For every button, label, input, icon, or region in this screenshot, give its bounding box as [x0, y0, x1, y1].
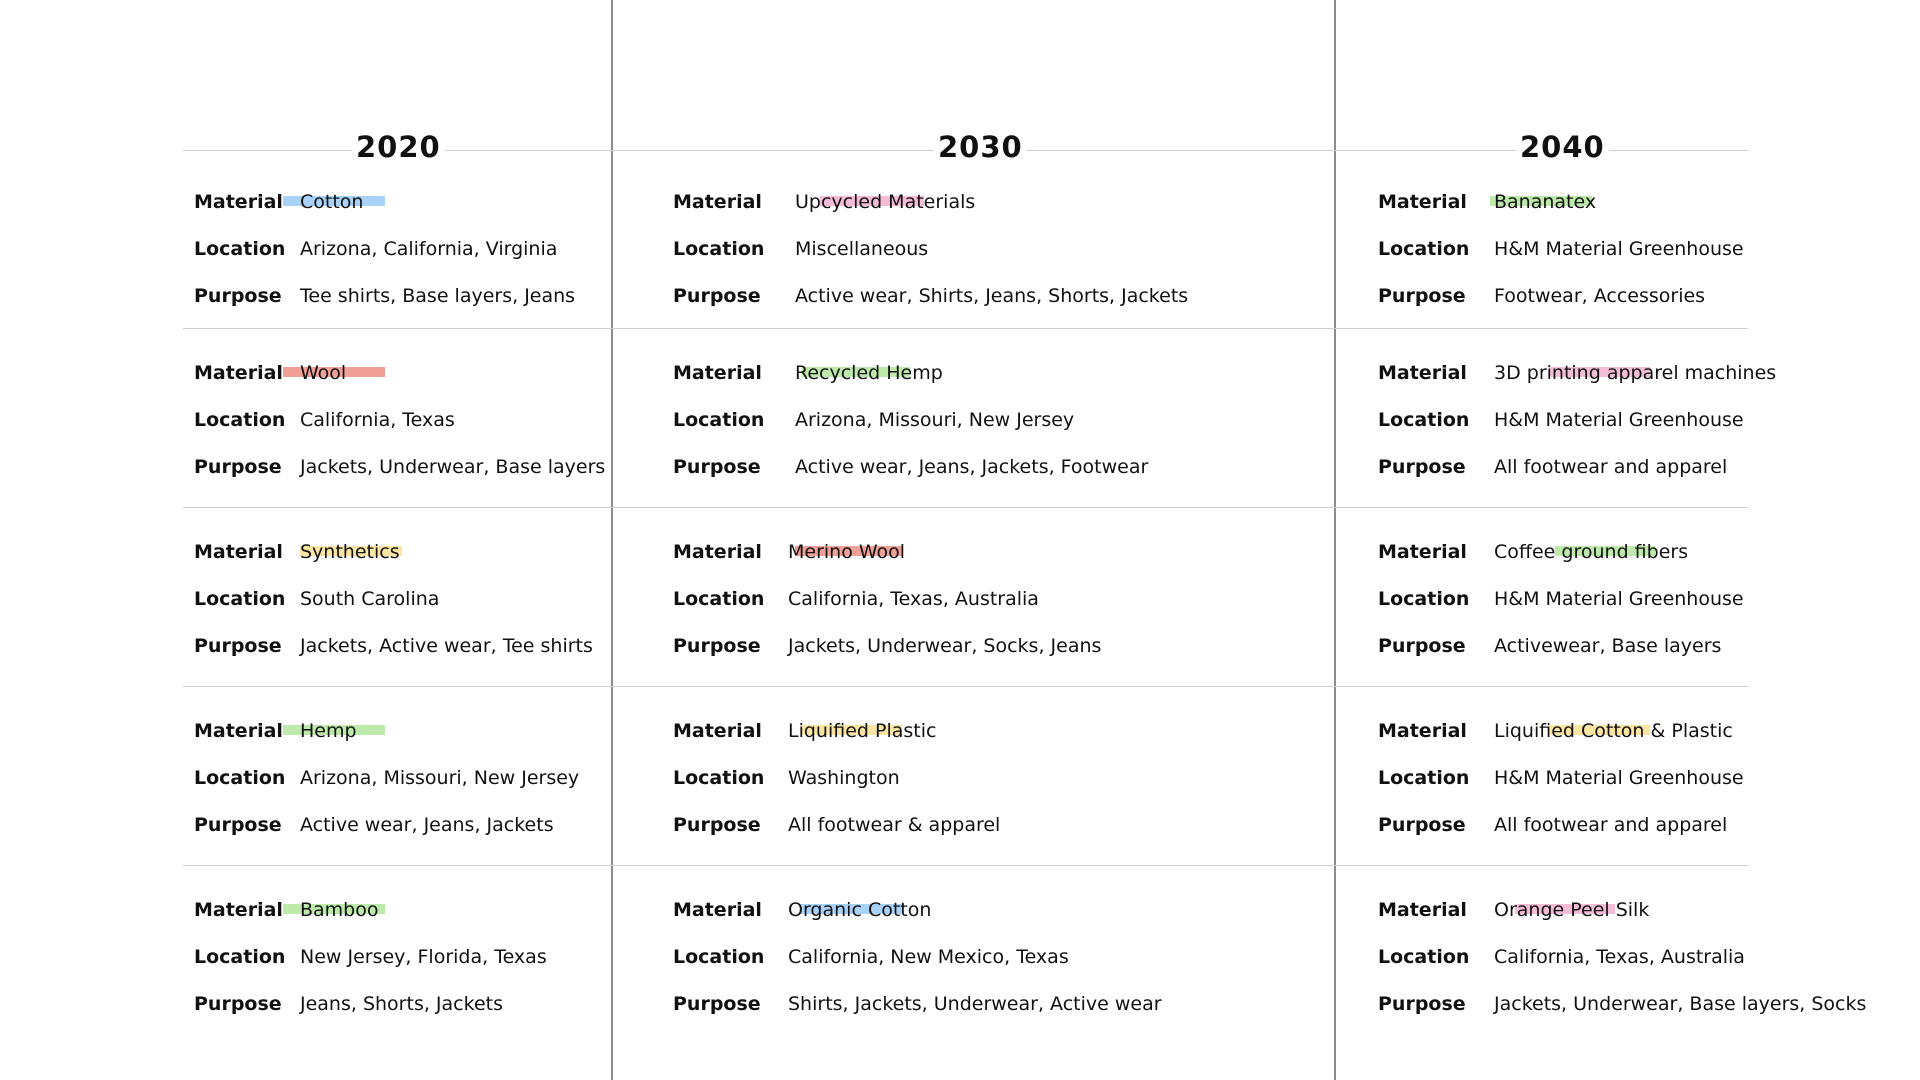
location-label: Location	[194, 238, 286, 260]
row-divider-3	[183, 686, 1748, 687]
material-label: Material	[1378, 191, 1467, 213]
purpose-value: Jeans, Shorts, Jackets	[300, 993, 503, 1015]
purpose-value: Jackets, Underwear, Base layers	[300, 456, 606, 478]
location-value: California, New Mexico, Texas	[788, 946, 1069, 968]
purpose-value: Jackets, Underwear, Base layers, Socks	[1494, 993, 1867, 1015]
location-value: California, Texas	[300, 409, 455, 431]
year-heading-2040: 2040	[1516, 130, 1609, 164]
purpose-label: Purpose	[194, 285, 282, 307]
location-value: H&M Material Greenhouse	[1494, 767, 1744, 789]
location-value: H&M Material Greenhouse	[1494, 409, 1744, 431]
purpose-value: Tee shirts, Base layers, Jeans	[300, 285, 576, 307]
material-value: Merino Wool	[788, 541, 906, 563]
material-value: 3D printing apparel machines	[1494, 362, 1777, 384]
purpose-label: Purpose	[1378, 456, 1466, 478]
purpose-label: Purpose	[673, 285, 761, 307]
material-label: Material	[194, 541, 283, 563]
row-divider-2	[183, 507, 1748, 508]
material-label: Material	[673, 541, 762, 563]
material-label: Material	[673, 191, 762, 213]
location-label: Location	[1378, 588, 1470, 610]
purpose-value: All footwear & apparel	[788, 814, 1001, 836]
material-label: Material	[1378, 720, 1467, 742]
material-label: Material	[673, 720, 762, 742]
purpose-value: Active wear, Jeans, Jackets	[300, 814, 554, 836]
purpose-label: Purpose	[673, 993, 761, 1015]
year-heading-2030: 2030	[934, 130, 1027, 164]
purpose-label: Purpose	[1378, 993, 1466, 1015]
purpose-value: All footwear and apparel	[1494, 814, 1728, 836]
material-value: Bananatex	[1494, 191, 1597, 213]
row-divider-1	[183, 328, 1748, 329]
purpose-label: Purpose	[194, 993, 282, 1015]
column-divider-2	[1334, 0, 1336, 1080]
year-heading-2020: 2020	[352, 130, 445, 164]
location-label: Location	[673, 767, 765, 789]
purpose-value: Shirts, Jackets, Underwear, Active wear	[788, 993, 1162, 1015]
purpose-value: Activewear, Base layers	[1494, 635, 1722, 657]
material-label: Material	[1378, 541, 1467, 563]
purpose-label: Purpose	[673, 814, 761, 836]
purpose-label: Purpose	[1378, 814, 1466, 836]
location-label: Location	[1378, 238, 1470, 260]
purpose-label: Purpose	[673, 456, 761, 478]
location-value: H&M Material Greenhouse	[1494, 588, 1744, 610]
location-value: Arizona, Missouri, New Jersey	[795, 409, 1075, 431]
material-label: Material	[194, 720, 283, 742]
material-label: Material	[194, 362, 283, 384]
material-label: Material	[194, 899, 283, 921]
purpose-label: Purpose	[1378, 635, 1466, 657]
material-value: Wool	[300, 362, 347, 384]
purpose-value: Active wear, Shirts, Jeans, Shorts, Jackets	[795, 285, 1189, 307]
location-label: Location	[673, 588, 765, 610]
material-label: Material	[1378, 899, 1467, 921]
column-divider-1	[611, 0, 613, 1080]
location-value: New Jersey, Florida, Texas	[300, 946, 547, 968]
material-label: Material	[673, 899, 762, 921]
location-value: South Carolina	[300, 588, 440, 610]
purpose-value: Active wear, Jeans, Jackets, Footwear	[795, 456, 1149, 478]
location-value: California, Texas, Australia	[788, 588, 1039, 610]
material-value: Coffee ground fibers	[1494, 541, 1689, 563]
material-value: Organic Cotton	[788, 899, 932, 921]
material-value: Cotton	[300, 191, 364, 213]
row-divider-4	[183, 865, 1748, 866]
location-value: Arizona, California, Virginia	[300, 238, 558, 260]
purpose-label: Purpose	[194, 456, 282, 478]
material-label: Material	[1378, 362, 1467, 384]
material-value: Bamboo	[300, 899, 379, 921]
location-label: Location	[673, 946, 765, 968]
location-label: Location	[194, 946, 286, 968]
location-label: Location	[194, 767, 286, 789]
location-label: Location	[194, 409, 286, 431]
location-label: Location	[1378, 946, 1470, 968]
material-label: Material	[194, 191, 283, 213]
purpose-label: Purpose	[194, 635, 282, 657]
location-value: Arizona, Missouri, New Jersey	[300, 767, 580, 789]
location-label: Location	[673, 409, 765, 431]
material-label: Material	[673, 362, 762, 384]
material-value: Liquified Plastic	[788, 720, 937, 742]
location-value: California, Texas, Australia	[1494, 946, 1745, 968]
purpose-label: Purpose	[1378, 285, 1466, 307]
material-value: Upcycled Materials	[795, 191, 976, 213]
location-label: Location	[1378, 409, 1470, 431]
location-label: Location	[194, 588, 286, 610]
purpose-value: Footwear, Accessories	[1494, 285, 1706, 307]
purpose-value: Jackets, Active wear, Tee shirts	[300, 635, 593, 657]
location-value: H&M Material Greenhouse	[1494, 238, 1744, 260]
location-value: Washington	[788, 767, 900, 789]
material-value: Orange Peel Silk	[1494, 899, 1650, 921]
material-value: Hemp	[300, 720, 357, 742]
material-value: Recycled Hemp	[795, 362, 943, 384]
purpose-label: Purpose	[673, 635, 761, 657]
purpose-value: Jackets, Underwear, Socks, Jeans	[788, 635, 1102, 657]
material-value: Synthetics	[300, 541, 400, 563]
purpose-label: Purpose	[194, 814, 282, 836]
location-label: Location	[673, 238, 765, 260]
material-value: Liquified Cotton & Plastic	[1494, 720, 1733, 742]
purpose-value: All footwear and apparel	[1494, 456, 1728, 478]
location-label: Location	[1378, 767, 1470, 789]
location-value: Miscellaneous	[795, 238, 929, 260]
